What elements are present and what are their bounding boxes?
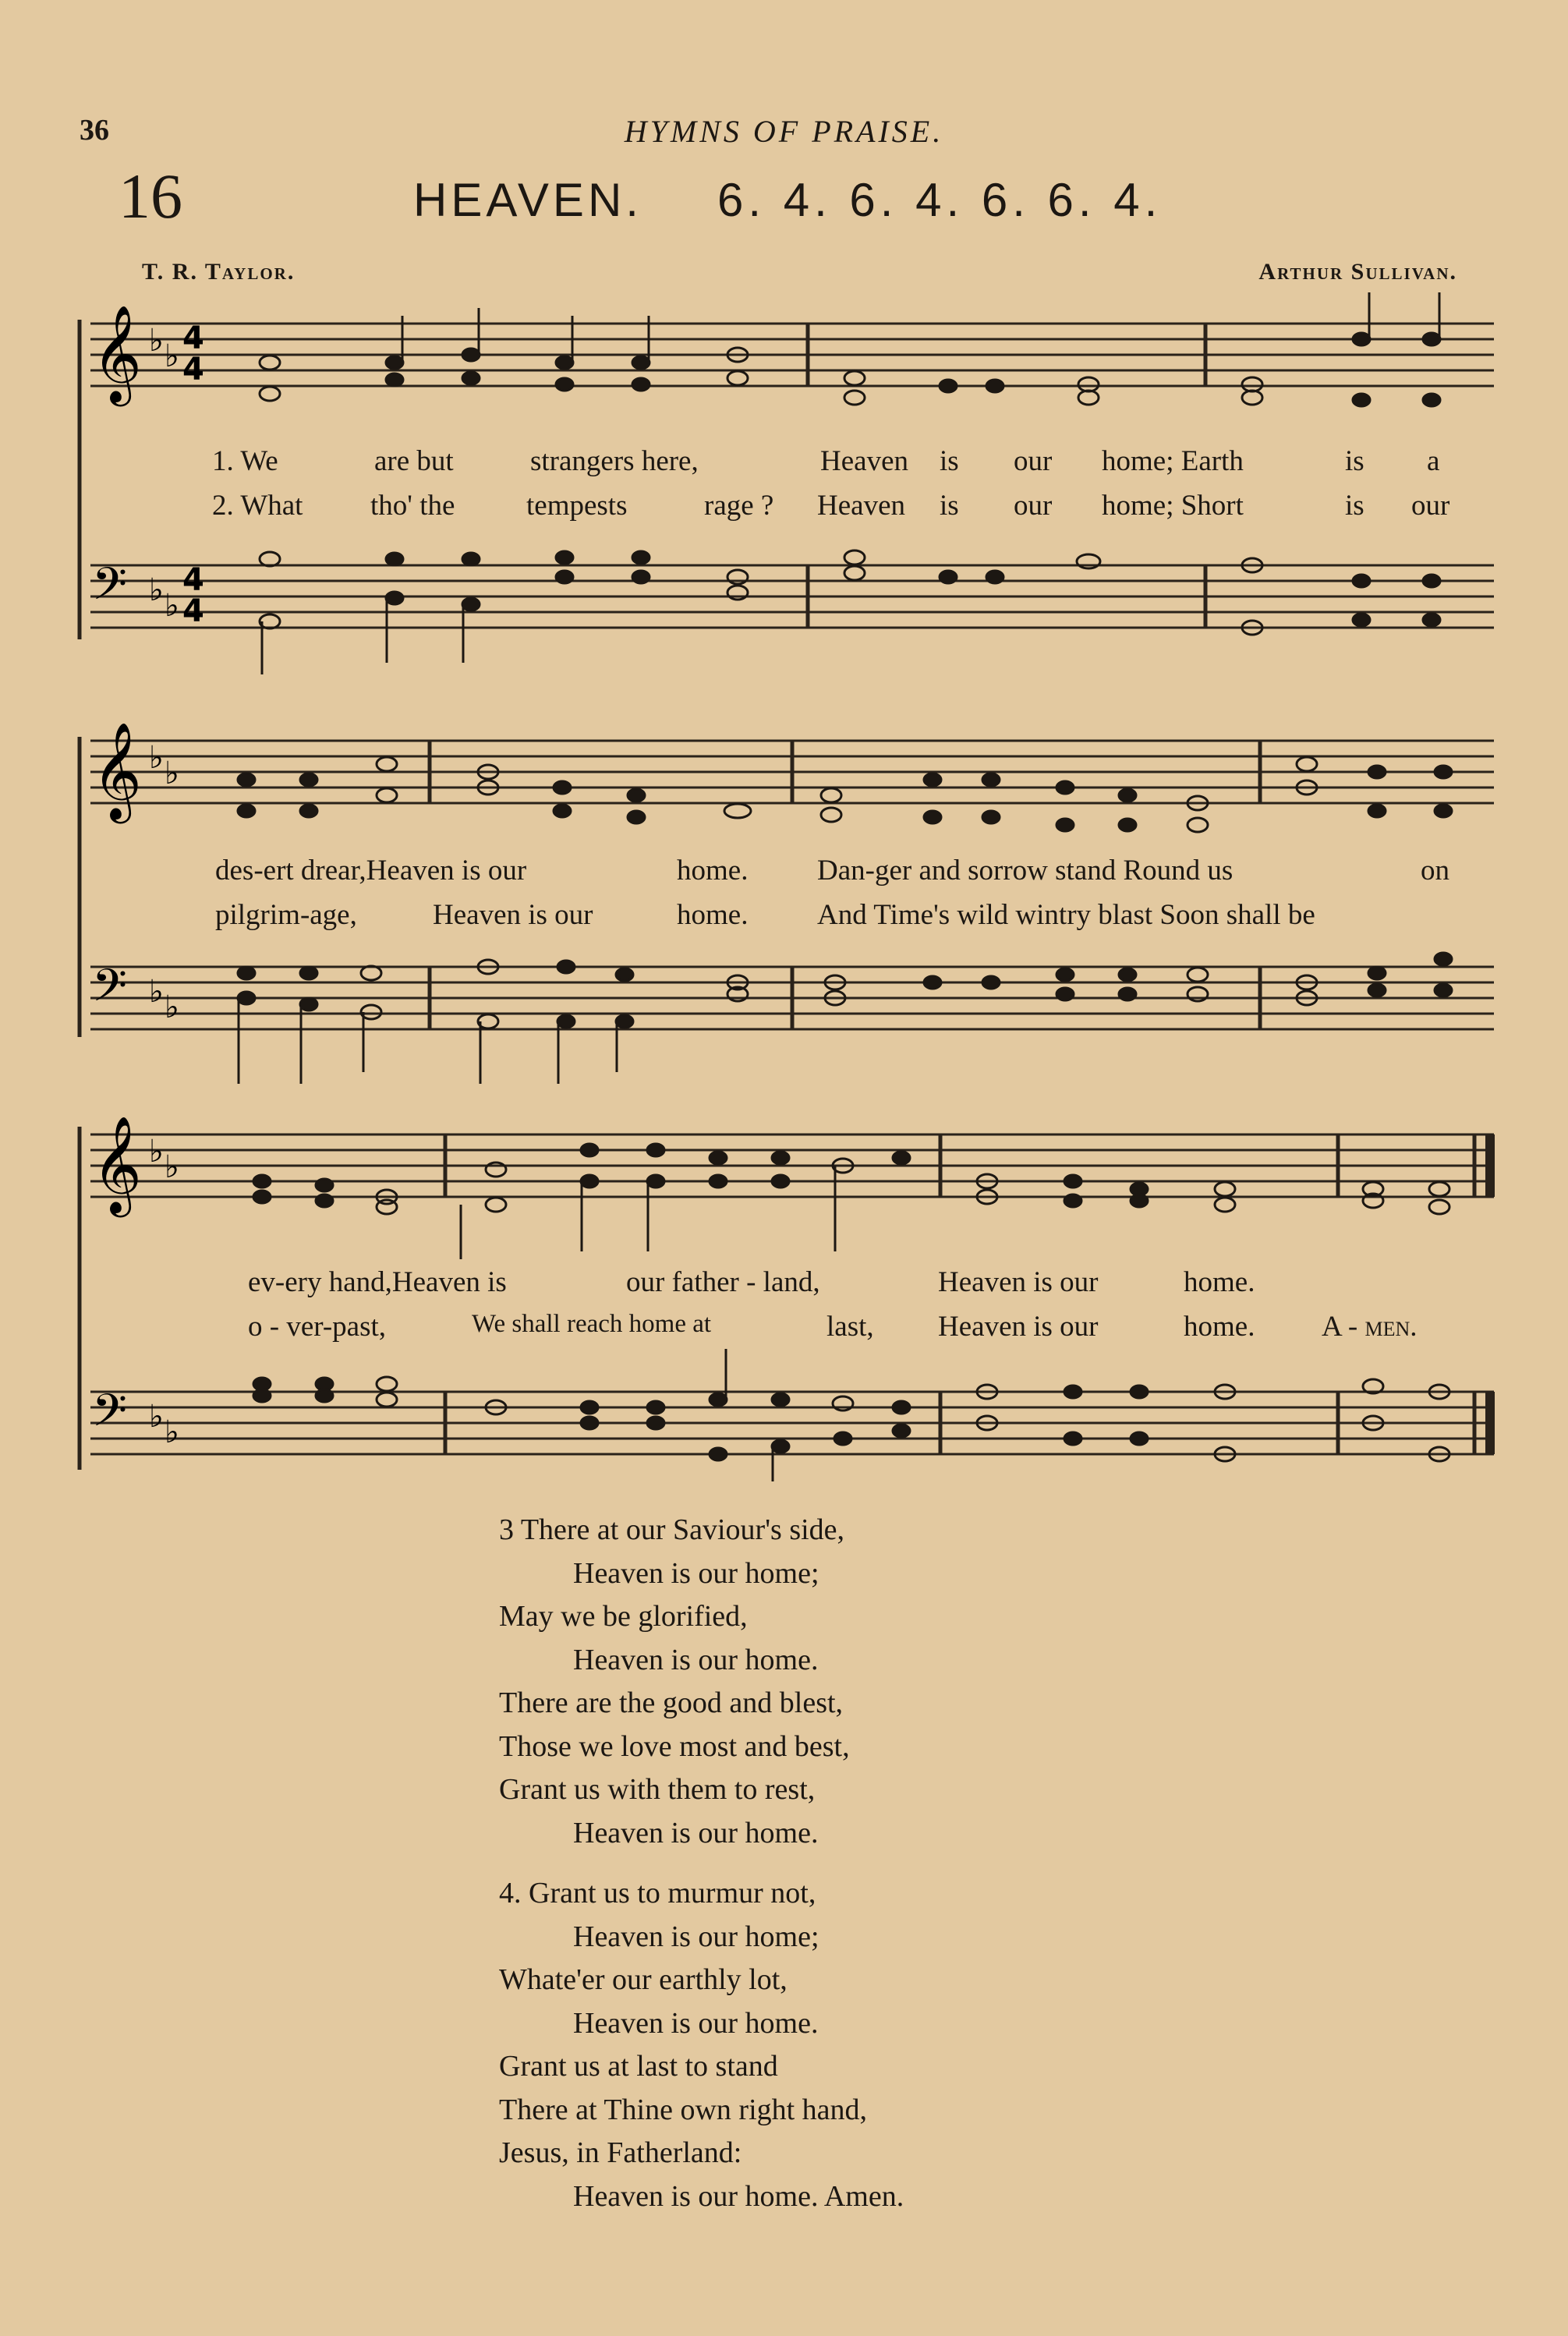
- lyric-2-1: 2. What: [212, 490, 303, 522]
- bass-notes: [238, 953, 1452, 1028]
- lyric-4-3: home.: [677, 899, 749, 931]
- flat-icon: ♭: [149, 572, 164, 608]
- lyric-6-6: A - men.: [1322, 1311, 1418, 1343]
- lyric-1-8: is: [1345, 445, 1364, 477]
- flat-icon: ♭: [149, 974, 164, 1010]
- lyric-5-4: home.: [1184, 1266, 1255, 1298]
- additional-verses: [499, 1509, 904, 2218]
- treble-clef-icon: 𝄞: [92, 1116, 142, 1213]
- lyric-2-3: tempests: [526, 490, 628, 522]
- hymn-number: 16: [119, 161, 182, 232]
- verse-line: 3 There at our Saviour's side,: [499, 1513, 845, 1546]
- bass-clef-icon: 𝄢: [92, 959, 128, 1023]
- lyric-3-1: des-ert drear,Heaven is our: [215, 855, 527, 887]
- flat-icon: ♭: [165, 756, 179, 791]
- lyric-1-5: is: [940, 445, 959, 477]
- lyric-6-4: Heaven is our: [938, 1311, 1099, 1343]
- treble-clef-icon: 𝄞: [92, 722, 142, 819]
- lyric-4-4: And Time's wild wintry blast Soon shall be: [817, 899, 1315, 931]
- hymn-meter: 6. 4. 6. 4. 6. 6. 4.: [717, 174, 1163, 226]
- lyric-2-9: is: [1345, 490, 1364, 522]
- verse-line: Heaven is our home.: [573, 2006, 819, 2040]
- flat-icon: ♭: [165, 588, 179, 624]
- lyric-1-4: Heaven: [820, 445, 908, 477]
- verse-line: Heaven is our home;: [573, 1920, 819, 1953]
- bass-staff: [90, 1392, 1494, 1454]
- lyric-2-7: our: [1014, 490, 1053, 522]
- verse-line: Grant us with them to rest,: [499, 1773, 816, 1806]
- hymn-title: HEAVEN.: [413, 174, 642, 226]
- verse-line: There are the good and blest,: [499, 1687, 844, 1719]
- lyric-2-8: home; Short: [1102, 490, 1244, 522]
- verse-line: Heaven is our home.: [573, 1816, 819, 1849]
- lyric-6-1: o - ver-past,: [248, 1311, 386, 1343]
- treble-staff: [90, 324, 1494, 386]
- bass-notes: [260, 550, 1440, 635]
- system-2-score: [75, 722, 1502, 1053]
- flat-icon: ♭: [149, 1399, 164, 1435]
- verse-3: [499, 1509, 904, 1855]
- lyric-6-3: last,: [826, 1311, 874, 1343]
- lyric-6-2: We shall reach home at: [472, 1310, 712, 1338]
- system-1-score: [75, 305, 1502, 659]
- flat-icon: ♭: [165, 338, 179, 374]
- time-signature: 4: [182, 352, 204, 388]
- lyric-4-2: Heaven is our: [433, 899, 593, 931]
- verse-line: Heaven is our home;: [573, 1556, 819, 1590]
- lyric-3-4: on: [1421, 855, 1449, 887]
- lyric-1-3: strangers here,: [530, 445, 699, 477]
- treble-notes: [238, 757, 1452, 832]
- verse-line: There at Thine own right hand,: [499, 2093, 868, 2126]
- bass-clef-icon: 𝄢: [92, 557, 128, 621]
- time-signature: 4: [182, 562, 204, 598]
- verse-line: Whate'er our earthly lot,: [499, 1963, 788, 1996]
- lyric-5-2: our father - land,: [626, 1266, 820, 1298]
- treble-notes: [253, 1144, 1449, 1214]
- page-number: 36: [80, 114, 109, 147]
- bass-stems: [262, 598, 463, 674]
- verse-line: Grant us at last to stand: [499, 2050, 778, 2083]
- lyric-1-2: are but: [374, 445, 454, 477]
- running-head: HYMNS OF PRAISE.: [624, 114, 944, 149]
- lyric-4-1: pilgrim-age,: [215, 899, 357, 931]
- lyric-2-5: Heaven: [817, 490, 905, 522]
- bass-clef-icon: 𝄢: [92, 1384, 128, 1448]
- flat-icon: ♭: [149, 323, 164, 359]
- verse-line: Jesus, in Fatherland:: [499, 2136, 742, 2169]
- flat-icon: ♭: [149, 1134, 164, 1170]
- time-signature: 4: [182, 593, 204, 629]
- flat-icon: ♭: [165, 1414, 179, 1450]
- verse-line: Those we love most and best,: [499, 1729, 850, 1763]
- flat-icon: ♭: [165, 989, 179, 1025]
- composer: Arthur Sullivan.: [1258, 259, 1457, 285]
- time-signature: 4: [182, 320, 204, 356]
- verse-line: Heaven is our home.: [573, 1643, 819, 1676]
- treble-stems: [402, 292, 1439, 363]
- verse-4: [499, 1872, 904, 2218]
- flat-icon: ♭: [165, 1149, 179, 1185]
- bass-staff: [90, 565, 1494, 628]
- verse-line: Heaven is our home. Amen.: [573, 2179, 904, 2213]
- author: T. R. Taylor.: [142, 259, 296, 285]
- verse-line: 4. Grant us to murmur not,: [499, 1877, 816, 1910]
- lyric-5-3: Heaven is our: [938, 1266, 1099, 1298]
- lyric-3-3: Dan-ger and sorrow stand Round us: [817, 855, 1234, 887]
- lyric-6-5: home.: [1184, 1311, 1255, 1343]
- flat-icon: ♭: [149, 740, 164, 776]
- lyric-2-4: rage ?: [704, 490, 774, 522]
- lyric-2-10: our: [1411, 490, 1450, 522]
- lyric-1-7: home; Earth: [1102, 445, 1244, 477]
- lyric-2-2: tho' the: [370, 490, 455, 522]
- bass-notes: [253, 1377, 1449, 1461]
- verse-line: May we be glorified,: [499, 1600, 748, 1633]
- lyric-5-1: ev-ery hand,Heaven is: [248, 1266, 507, 1298]
- lyric-3-2: home.: [677, 855, 749, 887]
- lyric-1-1: 1. We: [212, 445, 278, 477]
- treble-clef-icon: 𝄞: [92, 305, 142, 402]
- lyric-2-6: is: [940, 490, 959, 522]
- lyric-1-6: our: [1014, 445, 1053, 477]
- lyric-1-9: a: [1427, 445, 1440, 477]
- treble-staff: [90, 1134, 1494, 1197]
